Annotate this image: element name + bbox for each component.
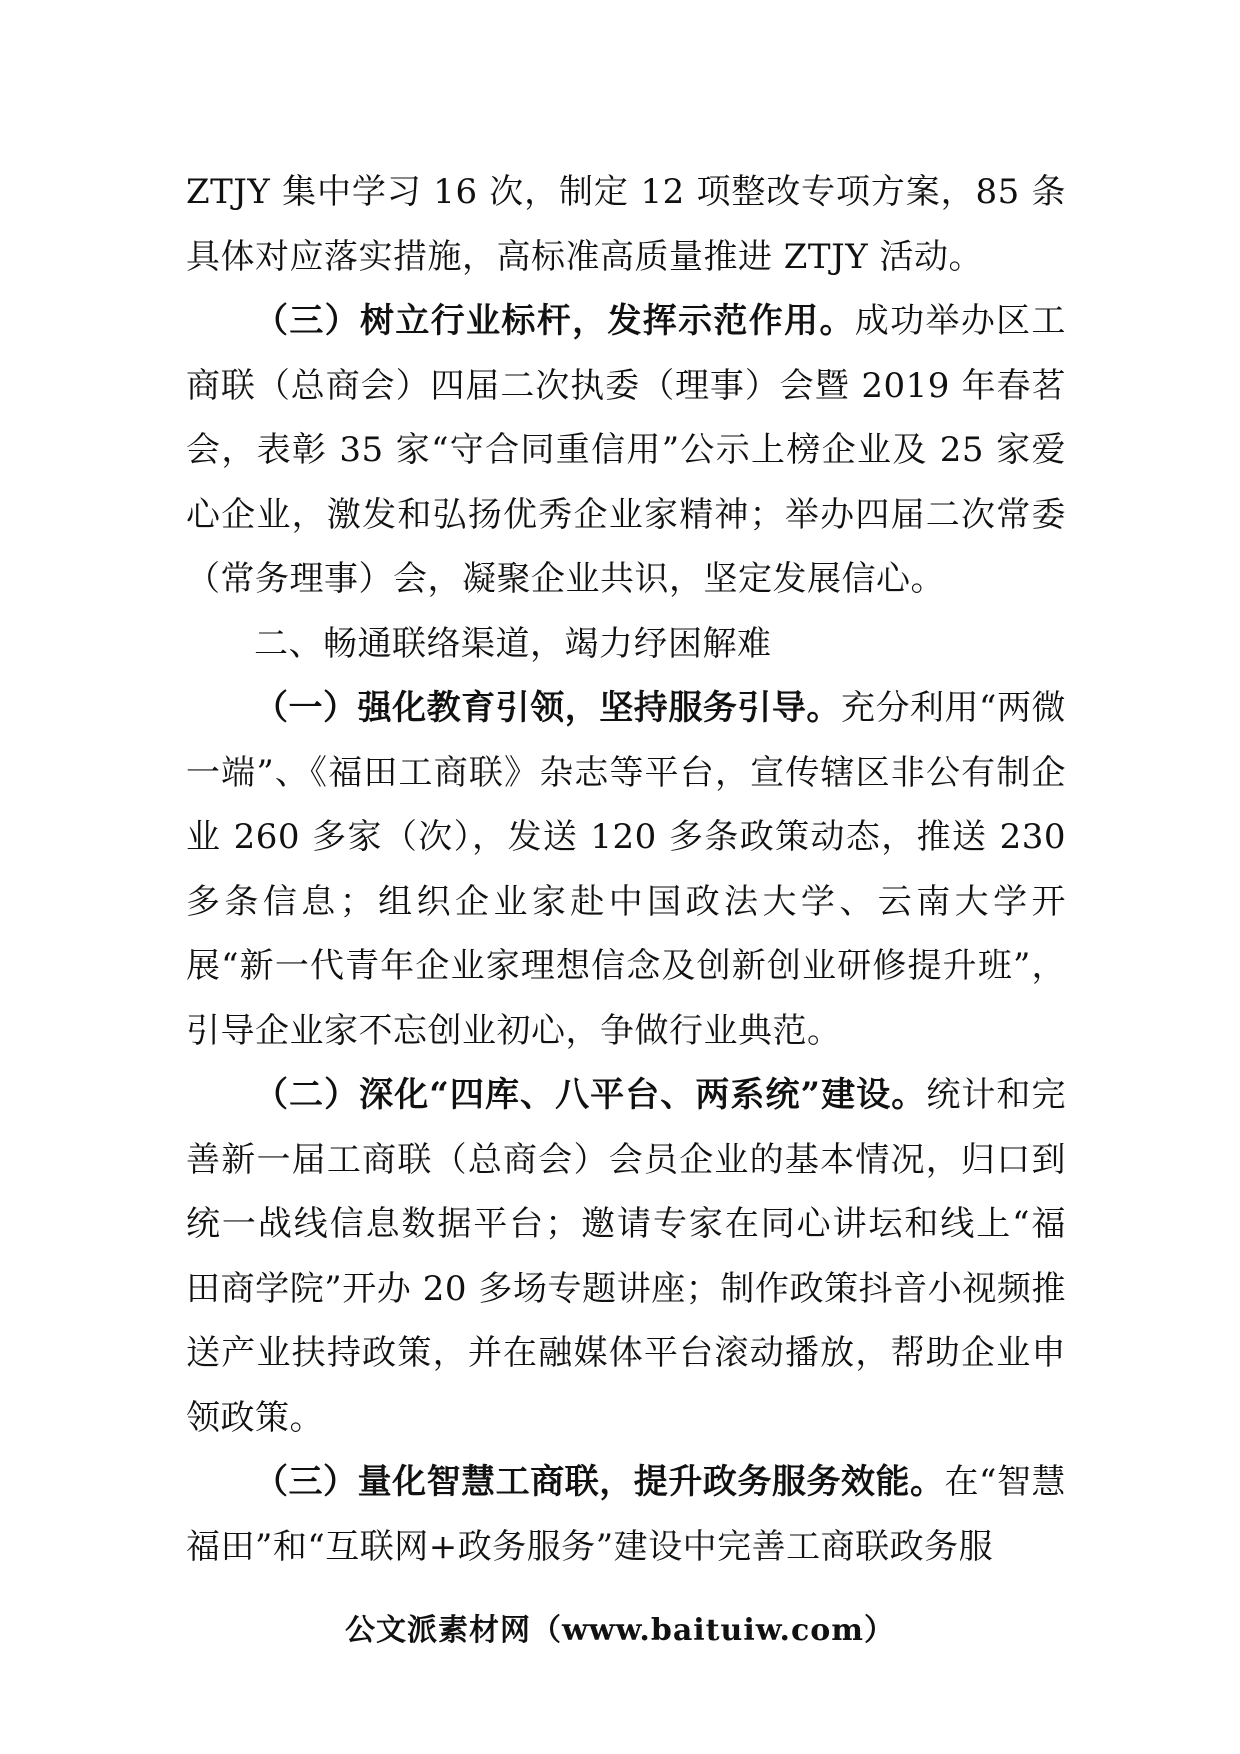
section-heading: （二）深化“四库、八平台、两系统”建设。 (254, 1075, 927, 1115)
paragraph-text: 统计和完善新一届工商联（总商会）会员企业的基本情况，归口到统一战线信息数据平台；邀请专家在同心讲坛和线上“福田商学院”开办 20 多场专题讲座；制作政策抖音小视频推送产业扶持政策，并在融媒体平台滚动播放，帮助企业申领政策。 (186, 1075, 1066, 1438)
paragraph-section-three-b (186, 1450, 1066, 1579)
paragraph-text: 充分利用“两微一端”、《福田工商联》杂志等平台，宣传辖区非公有制企业 260 多家（次），发送 120 多条政策动态，推送 230 多条信息；组织企业家赴中国政法大学、云南大学开展“新一代青年企业家理想信念及创新创业研修提升班”，引导企业家不忘创业初心，争做行业典范。 (186, 688, 1066, 1051)
paragraph-text: 成功举办区工商联（总商会）四届二次执委（理事）会暨 2019 年春茗会，表彰 35 家“守合同重信用”公示上榜企业及 25 家爱心企业，激发和弘扬优秀企业家精神；举办四届二次常委（常务理事）会，凝聚企业共识，坚定发展信心。 (186, 301, 1067, 599)
paragraph-continuation (186, 160, 1066, 289)
paragraph-section-three (186, 289, 1066, 612)
paragraph-section-two (186, 1063, 1066, 1450)
chapter-heading-text: 二、畅通联络渠道，竭力纾困解难 (254, 623, 772, 664)
paragraph-text: 在“智慧福田”和“互联网+政务服务”建设中完善工商联政务服 (186, 1462, 1066, 1567)
chapter-heading (186, 612, 1066, 677)
paragraph-text: ZTJY 集中学习 16 次，制定 12 项整改专项方案，85 条具体对应落实措施，高标准高质量推进 ZTJY 活动。 (186, 172, 1066, 277)
document-body (186, 160, 1066, 1579)
section-heading: （一）强化教育引领，坚持服务引导。 (254, 688, 841, 728)
source-footer: 公文派素材网（www.baituiw.com） (344, 1613, 896, 1648)
paragraph-section-one (186, 676, 1066, 1063)
section-heading: （三）量化智慧工商联，提升政务服务效能。 (254, 1462, 945, 1502)
section-heading: （三）树立行业标杆，发挥示范作用。 (254, 301, 855, 341)
